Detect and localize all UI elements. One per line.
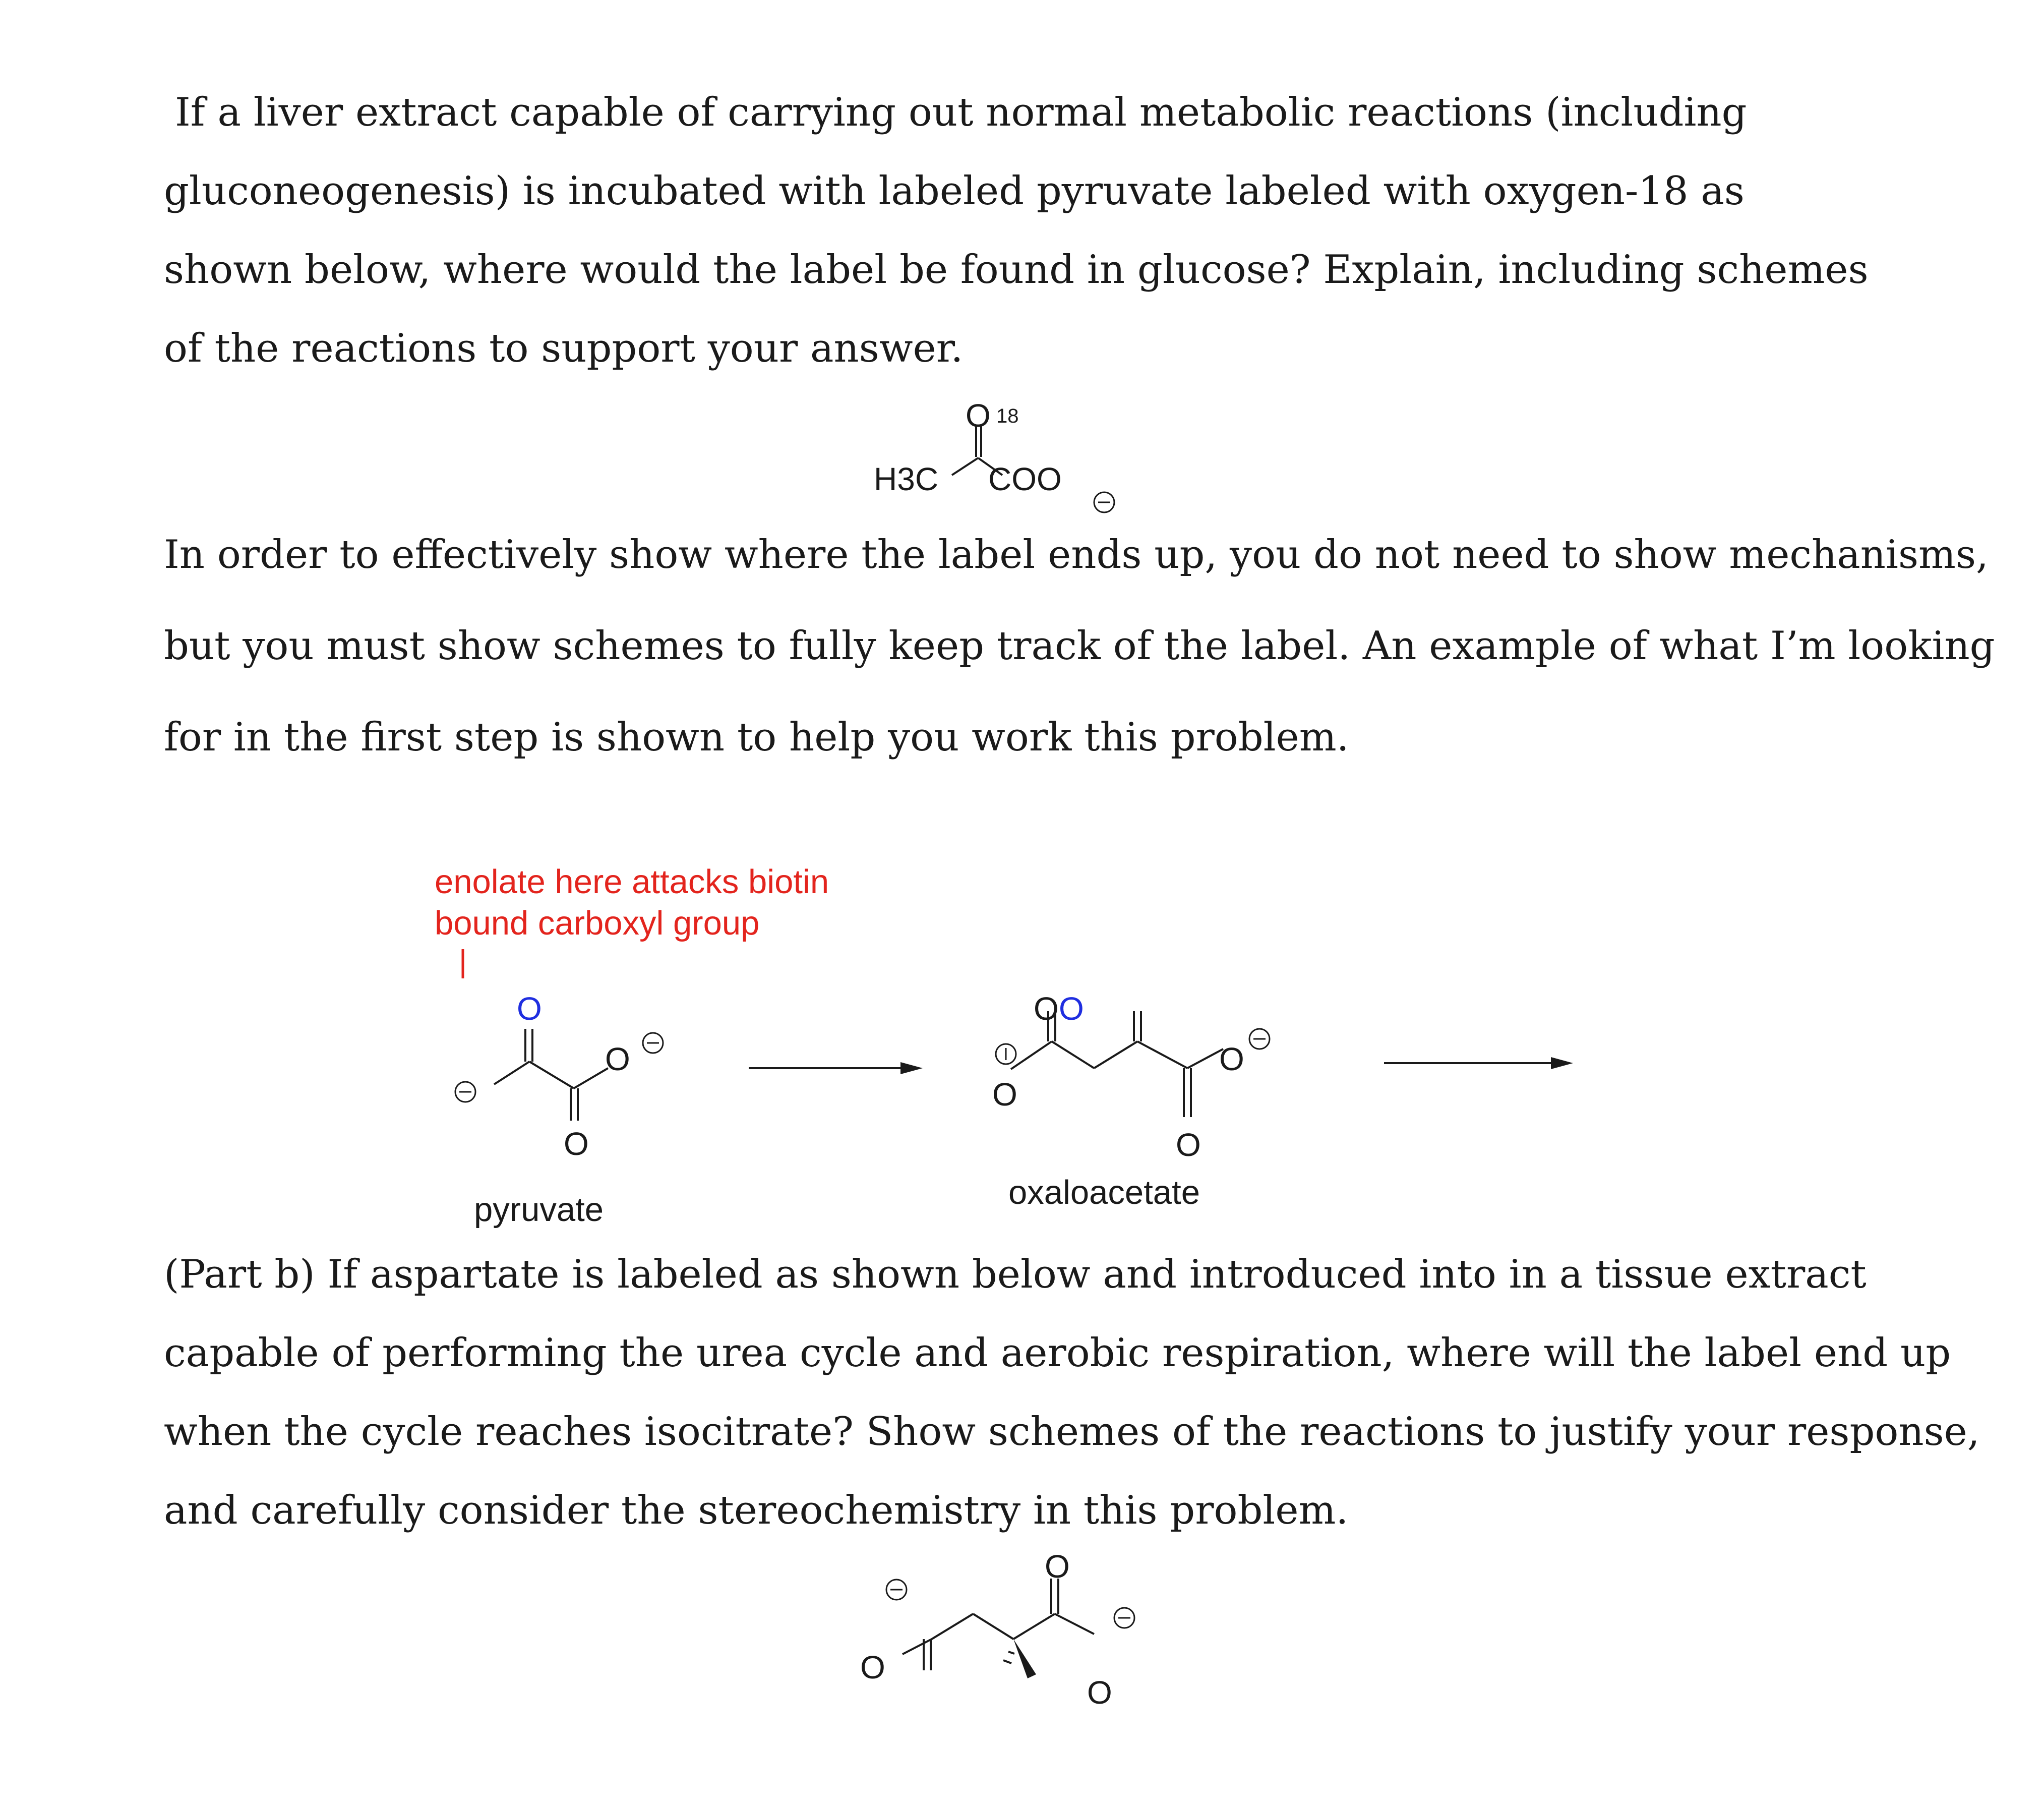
pyruvate-carboxylate-oxygen: O [605,1041,630,1077]
stereo-hash [1003,1652,1014,1663]
pyruvate-labeled-oxygen: O [517,991,542,1027]
pyruvate-carbonyl-oxygen: O [564,1126,589,1162]
oxaloacetate-oxygen-right: O [1219,1041,1244,1077]
pyruvate-isotope-text: 18 [996,405,1019,427]
oxaloacetate-oxygen-bottom: O [1176,1127,1201,1163]
question-b-line-4: and carefully consider the stereochemistry in this problem. [164,1488,1349,1533]
question-a-line-2: gluconeogenesis) is incubated with labeled pyruvate labeled with oxygen-18 as [164,168,1745,214]
instruction-line-2: but you must show schemes to fully keep track of the label. An example of what I’m looking [164,623,1995,669]
question-a-line-4: of the reactions to support your answer. [164,326,964,371]
stereo-wedge [1013,1639,1036,1678]
instruction-line-3: for in the first step is shown to help you work this problem. [164,715,1349,760]
aspartate-oxygen-left: O [860,1649,885,1685]
oxaloacetate-label: oxaloacetate [1008,1174,1200,1211]
oxaloacetate-oxygen-1: O [1034,991,1059,1027]
annotation-line-2: bound carboxyl group [435,904,760,942]
pyruvate-methyl-text: H3C [874,461,939,497]
aspartate-charge-left [886,1580,907,1600]
question-a-line-1: If a liver extract capable of carrying out normal metabolic reactions (including [175,90,1747,135]
pyruvate-carboxylate-text: COO [988,461,1062,497]
aspartate-charge-right [1114,1608,1134,1628]
pyruvate-oxygen-text: O [966,397,991,434]
question-a-line-3: shown below, where would the label be found in glucose? Explain, including schemes [164,247,1869,293]
annotation-line-1: enolate here attacks biotin [435,863,829,901]
oxaloacetate-labeled-oxygen: O [1059,991,1084,1027]
question-b-line-3: when the cycle reaches isocitrate? Show schemes of the reactions to justify your response, [164,1409,1980,1454]
aspartate-oxygen-bottom: O [1087,1674,1112,1711]
instruction-line-1: In order to effectively show where the label ends up, you do not need to show mechanisms, [164,532,1989,577]
question-b-line-1: (Part b) If aspartate is labeled as shown below and introduced into in a tissue extract [164,1252,1867,1297]
pyruvate-label: pyruvate [474,1191,604,1229]
oxaloacetate-oxygen-left: O [992,1076,1017,1113]
aspartate-oxygen-top: O [1045,1548,1070,1585]
aspartate-skeleton [903,1579,1094,1670]
question-b-line-2: capable of performing the urea cycle and aerobic respiration, where will the label end up [164,1330,1951,1376]
